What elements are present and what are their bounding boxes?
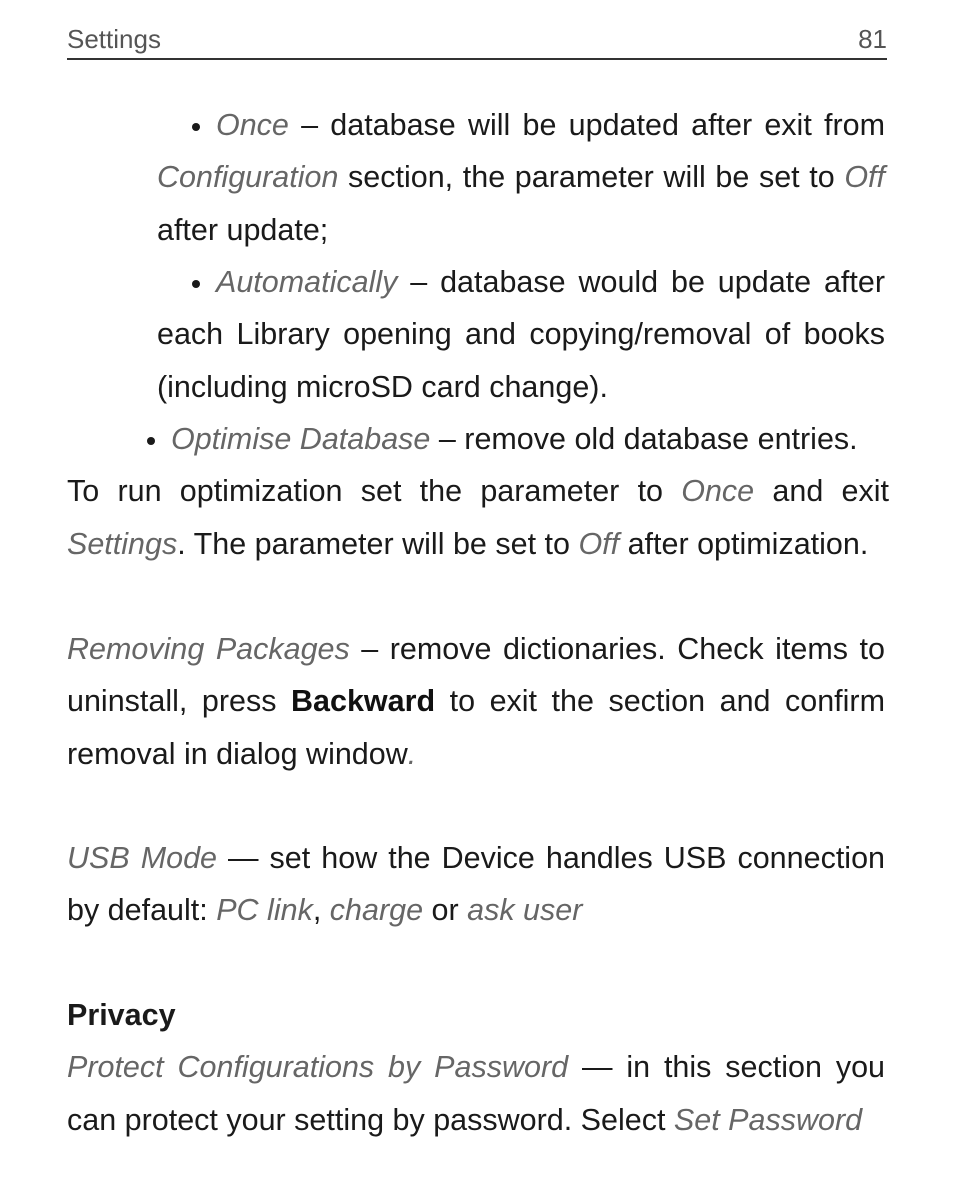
paragraph-removing-packages xyxy=(67,623,885,780)
term-removing-packages: Removing Packages xyxy=(67,632,350,666)
paragraph-usb-mode xyxy=(67,832,885,937)
term-once: Once xyxy=(681,474,755,509)
text: and exit xyxy=(754,474,889,509)
bullet-icon xyxy=(192,123,200,131)
text: – database will be updated after exit from xyxy=(288,108,885,142)
text: after optimization. xyxy=(619,526,869,561)
term-automatically: Automatically xyxy=(216,265,398,299)
text: . xyxy=(407,736,417,771)
bullet-once xyxy=(157,99,885,256)
bullet-optimise-database: Optimise Database – remove old database entries. To run optimization set the parameter to Once and exit Settings. The parameter will be set to Off after optimization. xyxy=(67,422,889,561)
term-settings: Settings xyxy=(67,526,178,561)
text: To run optimization set the parameter to xyxy=(67,474,682,509)
text: . The parameter will be set to xyxy=(177,526,579,561)
page-number: 81 xyxy=(858,24,887,54)
term-usb-mode: USB Mode xyxy=(67,841,218,875)
bullet-automatically xyxy=(157,256,885,413)
text: – remove dictionaries. Check items to uninstall, press xyxy=(67,632,885,719)
term-configuration: Configuration xyxy=(157,160,339,195)
text: after update; xyxy=(157,212,329,247)
text: — in this section you can protect your setting by password. Select xyxy=(67,1050,886,1137)
term-protect-configurations: Protect Configurations by Password xyxy=(67,1050,569,1085)
term-optimise-database: Optimise Database xyxy=(171,422,431,456)
option-ask-user: ask user xyxy=(467,893,583,928)
text: , xyxy=(312,893,330,928)
text: — set how the Device handles USB connection by default: xyxy=(67,841,885,928)
option-pc-link: PC link xyxy=(216,893,313,928)
privacy-heading: Privacy xyxy=(67,998,176,1032)
running-section-title: Settings xyxy=(67,24,161,54)
option-charge: charge xyxy=(329,893,424,928)
bullet-icon xyxy=(192,280,200,288)
term-off: Off xyxy=(844,160,885,195)
term-off: Off xyxy=(578,526,620,561)
text: to exit the section and confirm removal in dialog window xyxy=(67,684,885,771)
text: – database would be update after each Library opening and copying/removal of books (including microSD card change). xyxy=(157,265,885,404)
text: or xyxy=(423,893,468,928)
section-privacy xyxy=(67,989,885,1146)
bullet-icon xyxy=(147,437,155,445)
backward-key-label: Backward xyxy=(291,684,436,719)
term-once: Once xyxy=(216,108,289,142)
term-set-password: Set Password xyxy=(673,1102,863,1137)
text: section, the parameter will be set to xyxy=(338,160,845,195)
page-header xyxy=(67,22,887,60)
